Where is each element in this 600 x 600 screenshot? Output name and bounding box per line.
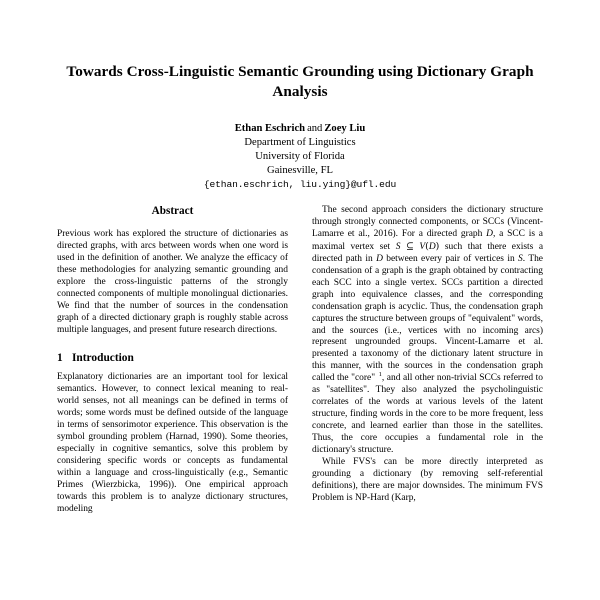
right-paragraph-one [312, 205, 543, 457]
section-title: Introduction [72, 351, 134, 364]
rp1-part-5: . The condensation of a graph is the graph obtained by contracting each SCC into a single vertex. SCCs partition a directed graph into equivalence classes, and the corresponding condensation graph is acyclic. Thus, the condensation graph captures the structure between groups of "equivalent" words, and the sources (i.e., vertices with no incoming arcs) represent ungrounded groups. Vincent-Lamarre et al. presented a taxonomy of the dictionary latent structure in this manner, with the sources in the condensation graph called the "core" [312, 253, 543, 384]
right-column [312, 205, 543, 600]
abstract-heading: Abstract [151, 205, 194, 217]
section-heading-introduction [57, 352, 288, 366]
math-paren-open: ( [425, 240, 429, 252]
rp1-part-3: such that there exists a directed path in [312, 241, 543, 264]
rp1-part-2: , a SCC is a maximal vertex set [312, 228, 543, 252]
author-second: Zoey Liu [324, 123, 366, 135]
math-var-d1: D [486, 228, 493, 239]
author-conjunction: and [307, 123, 323, 135]
math-var-d2: D [428, 241, 436, 252]
left-column [57, 205, 288, 600]
section-number: 1 [57, 351, 63, 364]
math-var-s1: S [395, 241, 401, 252]
right-paragraph-two: While FVS's can be more directly interpreted as grounding a dictionary (by removing self-referential definitions), there are major downsides. The minimum FVS Problem is NP-Hard (Karp, [312, 457, 543, 503]
footnote-marker: 1 [378, 371, 382, 379]
math-var-d3: D [376, 253, 383, 264]
author-first: Ethan Eschrich [234, 123, 306, 135]
affiliation-institution: University of Florida [255, 150, 345, 162]
math-subset-symbol: ⊆ [405, 240, 414, 252]
abstract-text: Previous work has explored the structure of dictionaries as directed graphs, with arcs between words when one word is used in the definition of another. We analyze the efficacy of these methodologies for analyzing semantic grounding and explore the cross-linguistic patterns of the strongly connected components of multiple monolingual dictionaries. We find that the number of sources in the condensation graph of a directed dictionary graph is roughly stable across multiple languages, and present future research directions. [57, 229, 288, 335]
rp1-part-6: , and all other non-trivial SCCs referred to as "satellites". They also analyzed the psycholinguistic correlates of the words at various levels of the latent structure, finding words in the core to be more frequent, less concrete, and learned earlier than those in the satellites. Thus, the core occupies a fundamental role in the dictionary's structure. [312, 373, 543, 456]
math-var-v: V [419, 241, 426, 252]
affiliation-location: Gainesville, FL [267, 165, 333, 177]
math-var-s2: S [518, 253, 523, 264]
author-list [57, 122, 543, 136]
rp1-part-1: The second approach considers the dictionary structure through strongly connected components, or SCCs (Vincent-Lamarre et al., 2016). For a directed graph [312, 205, 543, 239]
math-paren-close: ) [435, 240, 440, 252]
author-email: {ethan.eschrich, liu.ying}@ufl.edu [203, 179, 397, 191]
affiliation-department: Department of Linguistics [244, 136, 356, 148]
paper-title: Towards Cross-Linguistic Semantic Grounding using Dictionary Graph Analysis [66, 63, 534, 101]
rp1-part-4: between every pair of vertices in [382, 253, 519, 264]
introduction-paragraph: Explanatory dictionaries are an important tool for lexical semantics. However, to connect lexical meaning to real-world senses, not all meanings can be defined in terms of words; some words must be defined outside of the language in terms of sensorimotor experience. This observation is the symbol grounding problem (Harnad, 1990). Some theories, especially in cognitive semantics, solve this problem by considering specific words or concepts as fundamental within a language and cross-linguistically (e.g., Semantic Primes (Wierzbicka, 1996)). One empirical approach towards this problem is to analyze dictionary structures, modeling [57, 372, 288, 514]
body-columns [57, 205, 543, 600]
